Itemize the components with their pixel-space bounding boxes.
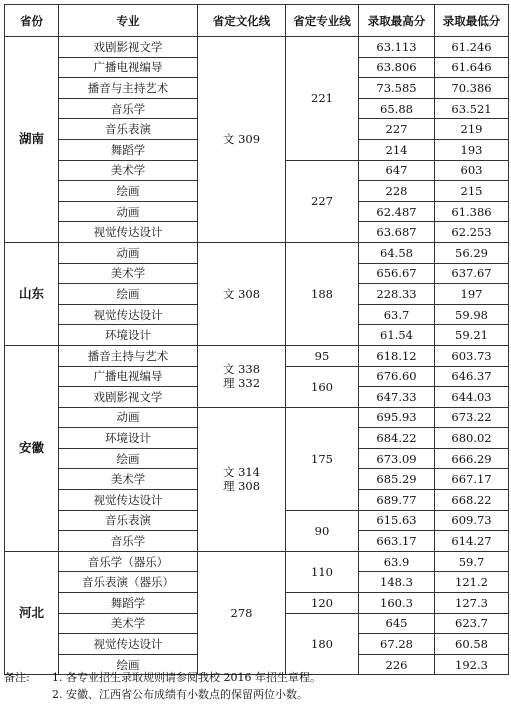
- min-score-cell: 59.7: [435, 551, 509, 572]
- min-score-cell: 61.246: [435, 37, 509, 58]
- specialty-line-cell: 180: [286, 613, 359, 675]
- major-cell: 美术学: [59, 613, 198, 634]
- min-score-cell: 646.37: [435, 366, 509, 387]
- max-score-cell: 689.77: [359, 490, 435, 511]
- header-province: 省份: [5, 5, 59, 37]
- min-score-cell: 63.521: [435, 98, 509, 119]
- culture-line-value: 理 332: [222, 376, 261, 391]
- major-cell: 视觉传达设计: [59, 304, 198, 325]
- major-cell: 环境设计: [59, 428, 198, 449]
- min-score-cell: 197: [435, 284, 509, 305]
- culture-line-value: 文 314: [222, 465, 261, 480]
- major-cell: 播音主持与艺术: [59, 345, 198, 366]
- major-cell: 广播电视编导: [59, 366, 198, 387]
- major-cell: 动画: [59, 407, 198, 428]
- max-score-cell: 645: [359, 613, 435, 634]
- max-score-cell: 228: [359, 181, 435, 202]
- min-score-cell: 603: [435, 160, 509, 181]
- max-score-cell: 684.22: [359, 428, 435, 449]
- major-cell: 戏剧影视文学: [59, 387, 198, 408]
- major-cell: 音乐学（器乐）: [59, 551, 198, 572]
- min-score-cell: 667.17: [435, 469, 509, 490]
- table-body: [5, 37, 509, 675]
- major-cell: 美术学: [59, 469, 198, 490]
- major-cell: 视觉传达设计: [59, 490, 198, 511]
- major-cell: 音乐学: [59, 531, 198, 552]
- min-score-cell: 60.58: [435, 634, 509, 655]
- specialty-line-cell: 160: [286, 366, 359, 407]
- note-row: [4, 686, 508, 703]
- max-score-cell: 214: [359, 139, 435, 160]
- major-cell: 绘画: [59, 181, 198, 202]
- max-score-cell: 685.29: [359, 469, 435, 490]
- notes-label: 备注:: [4, 671, 30, 684]
- min-score-cell: 623.7: [435, 613, 509, 634]
- header-major: 专业: [59, 5, 198, 37]
- specialty-line-cell: 95: [286, 345, 359, 366]
- min-score-cell: 61.646: [435, 57, 509, 78]
- min-score-cell: 637.67: [435, 263, 509, 284]
- province-cell: 河北: [5, 551, 59, 675]
- min-score-cell: 70.386: [435, 78, 509, 99]
- culture-line-value: 理 308: [222, 479, 261, 494]
- major-cell: 美术学: [59, 160, 198, 181]
- specialty-line-cell: 110: [286, 551, 359, 592]
- major-cell: 广播电视编导: [59, 57, 198, 78]
- min-score-cell: 680.02: [435, 428, 509, 449]
- min-score-cell: 59.98: [435, 304, 509, 325]
- header-culture-line: 省定文化线: [198, 5, 286, 37]
- max-score-cell: 61.54: [359, 325, 435, 346]
- province-cell: 山东: [5, 242, 59, 345]
- major-cell: 音乐表演: [59, 510, 198, 531]
- major-cell: 舞蹈学: [59, 139, 198, 160]
- min-score-cell: 668.22: [435, 490, 509, 511]
- max-score-cell: 148.3: [359, 572, 435, 593]
- province-cell: 安徽: [5, 345, 59, 551]
- specialty-line-cell: 120: [286, 593, 359, 614]
- major-cell: 播音与主持艺术: [59, 78, 198, 99]
- major-cell: 舞蹈学: [59, 593, 198, 614]
- min-score-cell: 61.386: [435, 201, 509, 222]
- header-specialty-line: 省定专业线: [286, 5, 359, 37]
- min-score-cell: 215: [435, 181, 509, 202]
- max-score-cell: 656.67: [359, 263, 435, 284]
- max-score-cell: 618.12: [359, 345, 435, 366]
- max-score-cell: 64.58: [359, 242, 435, 263]
- specialty-line-cell: 227: [286, 160, 359, 242]
- max-score-cell: 62.487: [359, 201, 435, 222]
- major-cell: 绘画: [59, 284, 198, 305]
- min-score-cell: 59.21: [435, 325, 509, 346]
- major-cell: 戏剧影视文学: [59, 37, 198, 58]
- max-score-cell: 63.7: [359, 304, 435, 325]
- culture-line-cell: [198, 242, 286, 345]
- major-cell: 音乐表演（器乐）: [59, 572, 198, 593]
- max-score-cell: 63.113: [359, 37, 435, 58]
- admission-score-table: [4, 4, 509, 675]
- max-score-cell: 647: [359, 160, 435, 181]
- max-score-cell: 160.3: [359, 593, 435, 614]
- max-score-cell: 695.93: [359, 407, 435, 428]
- culture-line-cell: [198, 345, 286, 407]
- major-cell: 音乐表演: [59, 119, 198, 140]
- major-cell: 动画: [59, 242, 198, 263]
- min-score-cell: 609.73: [435, 510, 509, 531]
- min-score-cell: 666.29: [435, 448, 509, 469]
- table-row: [5, 407, 509, 428]
- notes-section: [4, 669, 508, 703]
- max-score-cell: 663.17: [359, 531, 435, 552]
- specialty-line-cell: 90: [286, 510, 359, 551]
- major-cell: 视觉传达设计: [59, 222, 198, 243]
- min-score-cell: 62.253: [435, 222, 509, 243]
- major-cell: 动画: [59, 201, 198, 222]
- major-cell: 视觉传达设计: [59, 634, 198, 655]
- max-score-cell: 65.88: [359, 98, 435, 119]
- specialty-line-cell: 221: [286, 37, 359, 161]
- max-score-cell: 676.60: [359, 366, 435, 387]
- min-score-cell: 121.2: [435, 572, 509, 593]
- header-max-score: 录取最高分: [359, 5, 435, 37]
- table-row: [5, 551, 509, 572]
- major-cell: 环境设计: [59, 325, 198, 346]
- min-score-cell: 614.27: [435, 531, 509, 552]
- note-item: 2. 安徽、江西省公布成绩有小数点的保留两位小数。: [52, 688, 308, 701]
- max-score-cell: 63.687: [359, 222, 435, 243]
- culture-line-value: 文 308: [222, 286, 261, 301]
- min-score-cell: 603.73: [435, 345, 509, 366]
- major-cell: 美术学: [59, 263, 198, 284]
- note-row: [4, 669, 508, 686]
- table-row: [5, 37, 509, 58]
- culture-line-value: 文 338: [222, 362, 261, 377]
- province-cell: 湖南: [5, 37, 59, 243]
- max-score-cell: 228.33: [359, 284, 435, 305]
- max-score-cell: 63.806: [359, 57, 435, 78]
- culture-line-cell: [198, 407, 286, 551]
- table-row: [5, 242, 509, 263]
- specialty-line-cell: 175: [286, 407, 359, 510]
- min-score-cell: 193: [435, 139, 509, 160]
- max-score-cell: 227: [359, 119, 435, 140]
- max-score-cell: 67.28: [359, 634, 435, 655]
- major-cell: 绘画: [59, 654, 198, 675]
- specialty-line-cell: 188: [286, 242, 359, 345]
- culture-line-cell: [198, 37, 286, 243]
- max-score-cell: 615.63: [359, 510, 435, 531]
- max-score-cell: 647.33: [359, 387, 435, 408]
- min-score-cell: 673.22: [435, 407, 509, 428]
- table-row: [5, 345, 509, 366]
- culture-line-value: 文 309: [222, 132, 261, 147]
- culture-line-value: 278: [230, 606, 253, 621]
- min-score-cell: 56.29: [435, 242, 509, 263]
- max-score-cell: 73.585: [359, 78, 435, 99]
- min-score-cell: 644.03: [435, 387, 509, 408]
- max-score-cell: 673.09: [359, 448, 435, 469]
- header-min-score: 录取最低分: [435, 5, 509, 37]
- min-score-cell: 192.3: [435, 654, 509, 675]
- major-cell: 绘画: [59, 448, 198, 469]
- major-cell: 音乐学: [59, 98, 198, 119]
- min-score-cell: 219: [435, 119, 509, 140]
- note-item: 1. 各专业招生录取规则请参阅我校 2016 年招生章程。: [52, 671, 321, 684]
- max-score-cell: 226: [359, 654, 435, 675]
- min-score-cell: 127.3: [435, 593, 509, 614]
- culture-line-cell: [198, 551, 286, 675]
- table-header-row: [5, 5, 509, 37]
- max-score-cell: 63.9: [359, 551, 435, 572]
